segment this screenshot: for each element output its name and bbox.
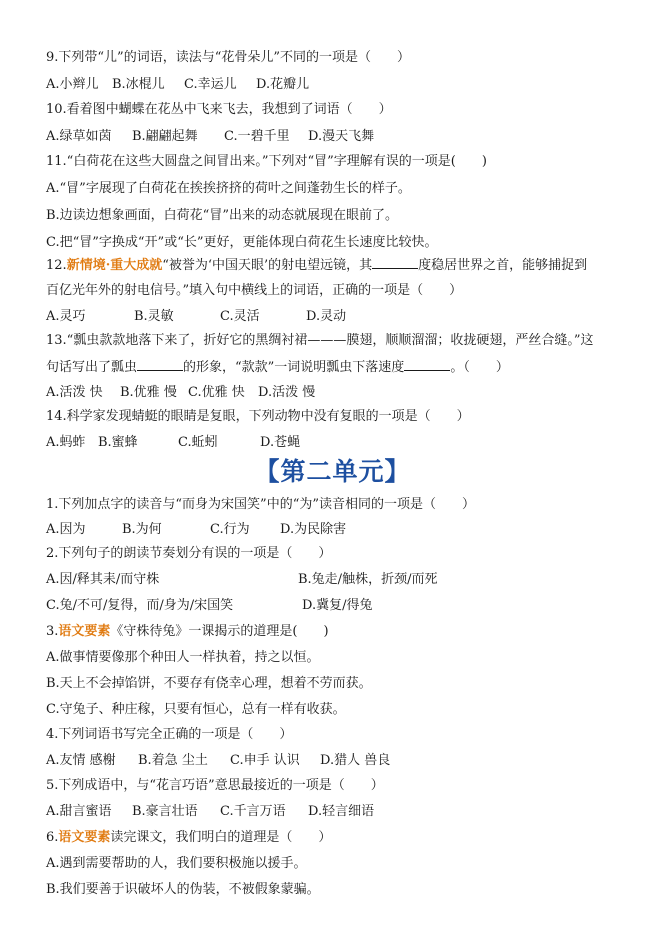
question-13-options <box>46 384 646 402</box>
option-c: C.千言万语 <box>220 804 286 819</box>
question-11-option-b: B.边读边想象画面，白荷花“冒”出来的动态就展现在眼前了。 <box>46 208 398 223</box>
question-number: 6. <box>46 830 59 845</box>
option-b: B.着急 尘土 <box>138 753 208 768</box>
option-d: D.为民除害 <box>280 522 347 537</box>
unit2-question-2-options-row2 <box>46 597 646 615</box>
option-c: C.行为 <box>210 522 250 537</box>
option-d: D.活泼 慢 <box>258 385 316 400</box>
unit2-question-3-option-a: A.做事情要像那个种田人一样执着，持之以恒。 <box>46 650 320 665</box>
unit-2-title: 【第二单元】 <box>254 457 411 486</box>
option-c: C.兔/不可/复得，而/身为/宋国笑 <box>46 598 234 613</box>
option-b: B.蜜蜂 <box>98 435 138 450</box>
unit2-question-4-options <box>46 752 646 770</box>
option-c: C.幸运儿 <box>184 77 237 92</box>
question-10-stem: 10.看着图中蝴蝶在花丛中飞来飞去，我想到了词语（ ） <box>46 102 392 117</box>
option-a: A.蚂蚱 <box>46 435 86 450</box>
option-c: C.灵活 <box>220 309 260 324</box>
answer-blank <box>137 358 183 371</box>
question-11-stem: 11.“白荷花在这些大圆盘之间冒出来。”下列对“冒”字理解有误的一项是( ) <box>46 154 487 169</box>
unit2-question-1-options <box>46 521 646 539</box>
stem-text: 句话写出了瓢虫 <box>46 360 138 375</box>
option-a: A.甜言蜜语 <box>46 804 112 819</box>
option-c: C.蚯蚓 <box>178 435 218 450</box>
question-11-option-c: C.把“冒”字换成“开”或“长”更好，更能体现白荷花生长速度比较快。 <box>46 235 438 250</box>
answer-blank <box>372 256 418 269</box>
option-c: C.一碧千里 <box>224 129 290 144</box>
option-c: C.申手 认识 <box>230 753 300 768</box>
stem-text: 读完课文，我们明白的道理是（ ） <box>110 830 332 845</box>
stem-text: 《守株待兔》一课揭示的道理是( ) <box>110 624 329 639</box>
question-11-option-a: A.“冒”字展现了白荷花在挨挨挤挤的荷叶之间蓬勃生长的样子。 <box>46 181 411 196</box>
stem-text: “被誉为‘中国天眼’的射电望远镜，其 <box>162 258 373 273</box>
option-a: A.友情 感榭 <box>46 753 116 768</box>
unit2-question-6-option-a: A.遇到需要帮助的人，我们要积极施以援手。 <box>46 856 307 871</box>
option-d: D.猎人 兽良 <box>320 753 391 768</box>
question-9-options <box>46 76 646 94</box>
question-9-stem: 9.下列带“儿”的词语，读法与“花骨朵儿”不同的一项是（ ） <box>46 50 410 65</box>
option-d: D.轻言细语 <box>308 804 375 819</box>
question-14-stem: 14.科学家发现蜻蜓的眼睛是复眼，下列动物中没有复眼的一项是（ ） <box>46 409 470 424</box>
stem-text: 。（ ） <box>450 360 509 375</box>
unit2-question-3-option-c: C.守兔子、种庄稼，只要有恒心，总有一样有收获。 <box>46 702 346 717</box>
unit2-question-3-stem <box>46 623 329 641</box>
unit2-question-5-options <box>46 803 646 821</box>
option-d: D.漫天飞舞 <box>308 129 375 144</box>
option-a: A.因/释其耒/而守株 <box>46 572 160 587</box>
option-a: A.小辫儿 <box>46 77 99 92</box>
question-13-stem-line1: 13.“瓢虫款款地落下来了，折好它的黑绸衬裙———膜翅，顺顺溜溜；收拢硬翅，严丝合缝。”这 <box>46 333 594 348</box>
option-b: B.兔走/触株，折颈/而死 <box>298 572 438 587</box>
option-b: B.豪言壮语 <box>132 804 198 819</box>
question-13-stem-line2 <box>46 358 509 377</box>
option-b: B.优雅 慢 <box>120 385 177 400</box>
question-number: 12. <box>46 258 67 273</box>
option-d: D.苍蝇 <box>260 435 301 450</box>
unit2-question-2-stem: 2.下列句子的朗读节奏划分有误的一项是（ ） <box>46 546 332 561</box>
option-b: B.冰棍儿 <box>112 77 165 92</box>
option-a: A.灵巧 <box>46 309 86 324</box>
question-12-stem-line1 <box>46 256 587 275</box>
tag-badge: 语文要素 <box>58 830 111 845</box>
stem-text: 度稳居世界之首，能够捕捉到 <box>418 258 588 273</box>
option-a: A.绿草如茵 <box>46 129 112 144</box>
question-10-options <box>46 128 646 146</box>
unit2-question-4-stem: 4.下列词语书写完全正确的一项是（ ） <box>46 727 293 742</box>
option-c: C.优雅 快 <box>188 385 245 400</box>
question-number: 3. <box>46 624 59 639</box>
option-d: D.灵动 <box>306 309 347 324</box>
question-14-options <box>46 434 646 452</box>
stem-text: 的形象，“款款”一词说明瓢虫下落速度 <box>183 360 405 375</box>
option-a: A.因为 <box>46 522 86 537</box>
unit2-question-3-option-b: B.天上不会掉馅饼，不要存有侥幸心理，想着不劳而获。 <box>46 676 372 691</box>
option-b: B.翩翩起舞 <box>132 129 198 144</box>
option-d: D.冀复/得兔 <box>302 598 373 613</box>
tag-badge: 新情境·重大成就 <box>66 258 163 273</box>
question-12-stem-line2: 百亿光年外的射电信号。”填入句中横线上的词语，正确的一项是（ ） <box>46 283 463 298</box>
option-b: B.灵敏 <box>134 309 174 324</box>
unit2-question-6-option-b: B.我们要善于识破坏人的伪装，不被假象蒙骗。 <box>46 882 320 897</box>
unit2-question-1-stem: 1.下列加点字的读音与“而身为宋国笑”中的“为”读音相同的一项是（ ） <box>46 497 475 512</box>
unit2-question-6-stem <box>46 829 331 847</box>
tag-badge: 语文要素 <box>58 624 111 639</box>
option-a: A.活泼 快 <box>46 385 103 400</box>
answer-blank <box>404 358 450 371</box>
option-b: B.为何 <box>122 522 162 537</box>
question-12-options <box>46 308 646 326</box>
unit2-question-2-options-row1 <box>46 571 646 589</box>
unit2-question-5-stem: 5.下列成语中，与“花言巧语”意思最接近的一项是（ ） <box>46 778 384 793</box>
option-d: D.花瓣儿 <box>256 77 310 92</box>
